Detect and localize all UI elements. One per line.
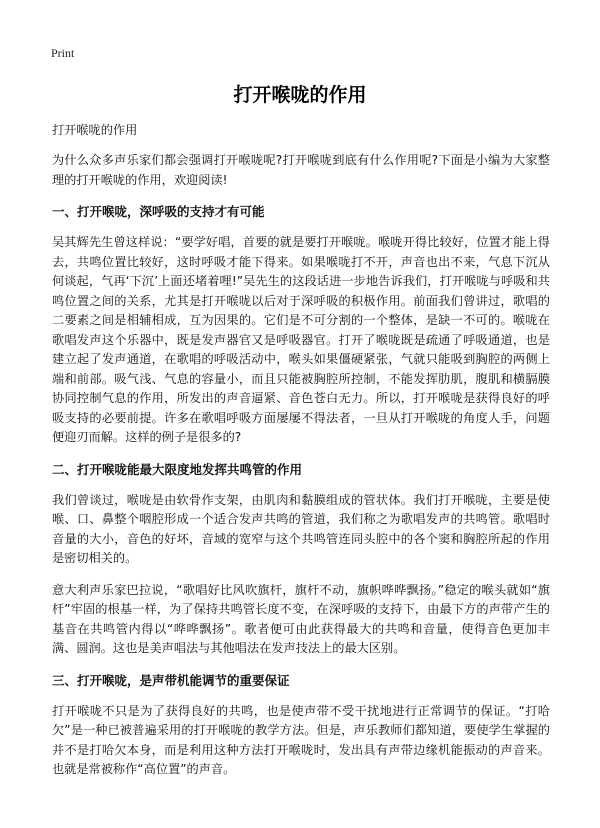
section-1-paragraph-1: 吴其辉先生曾这样说：“要学好唱，首要的就是要打开喉咙。喉咙开得比较好，位置才能上得去，共鸣位置比较好，这时呼吸才能下得来。如果喉咙打不开，声音也出不来，气息下沉从何谈起，气再‘下沉’上面还堵着哩!”吴先生的这段话进一步地告诉我们，打开喉咙与呼吸和共鸣位置之间的关系，尤其是打开喉咙以后对于深呼吸的积极作用。前面我们曾讲过，歌唱的二要素之间是相辅相成，互为因果的。它们是不可分割的一个整体，是缺一不可的。喉咙在歌唱发声这个乐器中，既是发声器官又是呼吸器官。打开了喉咙既是疏通了呼吸通道，也是建立起了发声通道，在歌唱的呼吸活动中，喉头如果僵硬紧张，气就只能吸到胸腔的两侧上端和前部。吸气浅、气息的容量小，而且只能被胸腔所控制，不能发挥肋肌，腹肌和横膈膜协同控制气息的作用，所发出的声音逼紧、音色苍白无力。所以，打开喉咙是获得良好的呼吸支持的必要前提。许多在歌唱呼吸方面屡屡不得法者，一旦从打开喉咙的角度人手，问题便迎刃而解。这样的例子是很多的? xyxy=(52,235,550,444)
article-body xyxy=(52,121,550,792)
section-2-paragraph-1: 我们曾谈过，喉咙是由软骨作支架，由肌肉和黏膜组成的管状体。我们打开喉咙，主要是使喉、口、鼻整个咽腔形成一个适合发声共鸣的管道，我们称之为歌唱发声的共鸣管。歌唱时音量的大小，音色的好坏，音域的宽窄与这个共鸣管连同头腔中的各个窦和胸腔所起的作用是密切相关的。 xyxy=(52,492,550,565)
section-2-paragraph-2: 意大利声乐家巴拉说，“歌唱好比风吹旗杆，旗杆不动，旗帜哗哗飘扬。”稳定的喉头就如“旗杆”牢固的根基一样，为了保持共鸣管长度不变，在深呼吸的支持下，由最下方的声带产生的基音在共鸣管内得以“哗哗飘扬”。歌者便可由此获得最大的共鸣和音量，使得音色更加丰满、圆润。这也是美声唱法与其他唱法在发声技法上的最大区别。 xyxy=(52,582,550,655)
article-subtitle: 打开喉咙的作用 xyxy=(52,123,138,137)
section-1-heading: 一、打开喉咙，深呼吸的支持才有可能 xyxy=(52,204,265,219)
section-3-heading: 三、打开喉咙，是声带机能调节的重要保证 xyxy=(52,672,290,688)
page-title: 打开喉咙的作用 xyxy=(233,84,367,106)
print-link[interactable]: Print xyxy=(51,46,75,60)
intro-paragraph: 为什么众多声乐家们都会强调打开喉咙呢?打开喉咙到底有什么作用呢?下面是小编为大家整理的打开喉咙的作用，欢迎阅读! xyxy=(52,153,550,187)
section-3-paragraph-1: 打开喉咙不只是为了获得良好的共鸣，也是使声带不受干扰地进行正常调节的保证。“打哈欠”是一种已被普遍采用的打开喉咙的教学方法。但是，声乐教师们都知道，要使学生掌握的并不是打哈欠本身，而是利用这种方法打开喉咙时，发出具有声带边缘机能振动的声音来。也就是常被称作“高位置”的声音。 xyxy=(52,703,550,776)
section-2-heading: 二、打开喉咙能最大限度地发挥共鸣管的作用 xyxy=(52,461,303,477)
